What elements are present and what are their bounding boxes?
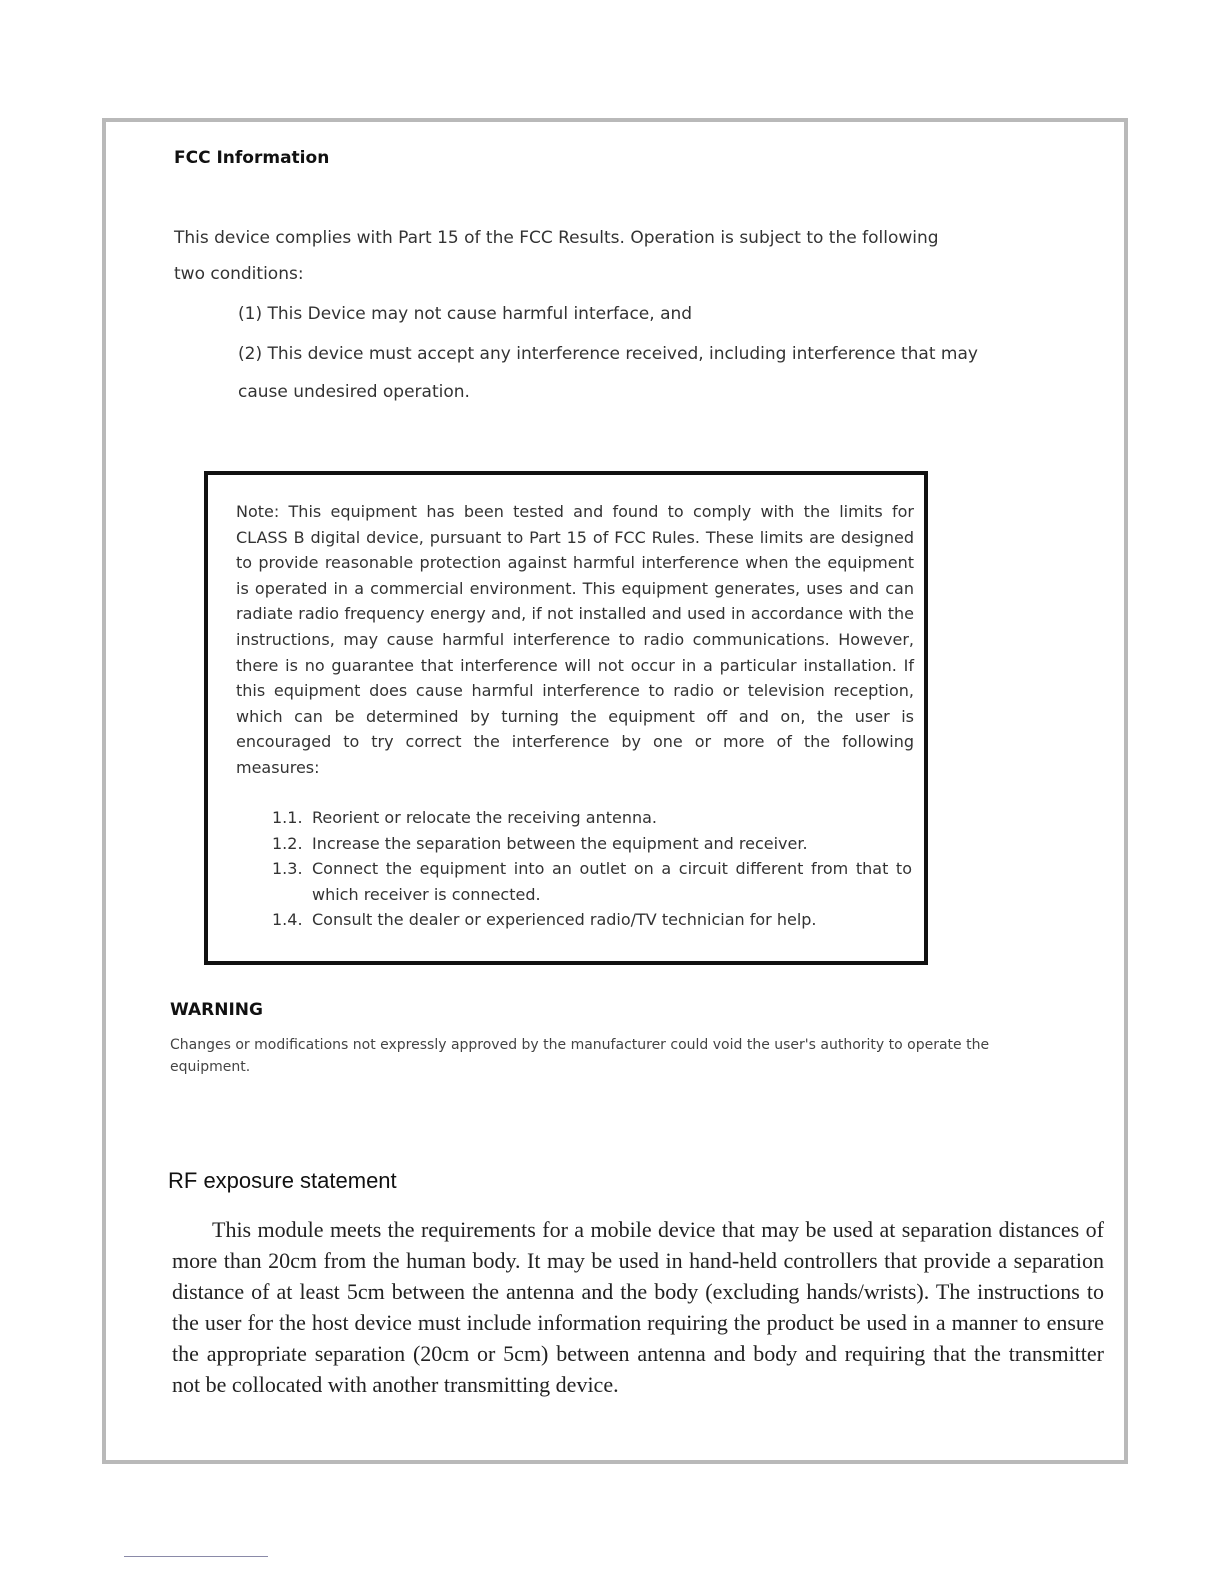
measure-text: Increase the separation between the equipment and receiver. [312,833,808,853]
rf-exposure-heading: RF exposure statement [168,1168,397,1193]
measure-item [272,856,912,907]
note-box [204,471,928,965]
measure-number: 1.3. [272,859,303,879]
fcc-intro-paragraph: This device complies with Part 15 of the FCC Results. Operation is subject to the following two conditions: [174,228,939,284]
measure-number: 1.4. [272,910,303,930]
page-frame [102,118,1128,1464]
measure-item [272,805,912,831]
footnote-divider [124,1556,268,1557]
measure-text: Connect the equipment into an outlet on a circuit different from that to which receiver is connected. [312,859,912,904]
measure-text: Reorient or relocate the receiving antenna. [312,808,657,827]
measure-item [272,831,912,857]
warning-heading: WARNING [170,1000,263,1020]
measure-item [272,907,912,933]
fcc-information-heading: FCC Information [174,148,330,168]
measure-number: 1.2. [272,833,303,853]
rf-exposure-paragraph: This module meets the requirements for a mobile device that may be used at separation distances of more than 20cm from the human body. It may be used in hand-held controllers that provide a separation distance of at least 5cm between the antenna and the body (excluding hands/wrists). The instructions to the user for the host device must include information requiring the product be used in a manner to ensure the appropriate separation (20cm or 5cm) between antenna and body and requiring that the transmitter not be collocated with another transmitting device. [172,1217,1104,1397]
fcc-condition-2: (2) This device must accept any interference received, including interference that may cause undesired operation. [238,344,978,402]
measure-text: Consult the dealer or experienced radio/TV technician for help. [312,910,817,930]
warning-paragraph: Changes or modifications not expressly approved by the manufacturer could void the user's authority to operate the equipment. [170,1037,990,1075]
measure-number: 1.1. [272,808,303,827]
measures-list [272,805,912,933]
note-paragraph: Note: This equipment has been tested and found to comply with the limits for CLASS B digital device, pursuant to Part 15 of FCC Rules. These limits are designed to provide reasonable protection against harmful interference when the equipment is operated in a commercial environment. This equipment generates, uses and can radiate radio frequency energy and, if not installed and used in accordance with the instructions, may cause harmful interference to radio communications. However, there is no guarantee that interference will not occur in a particular installation. If this equipment does cause harmful interference to radio or television reception, which can be determined by turning the equipment off and on, the user is encouraged to try correct the interference by one or more of the following measures: [236,502,914,777]
fcc-condition-1: (1) This Device may not cause harmful interface, and [238,304,693,324]
